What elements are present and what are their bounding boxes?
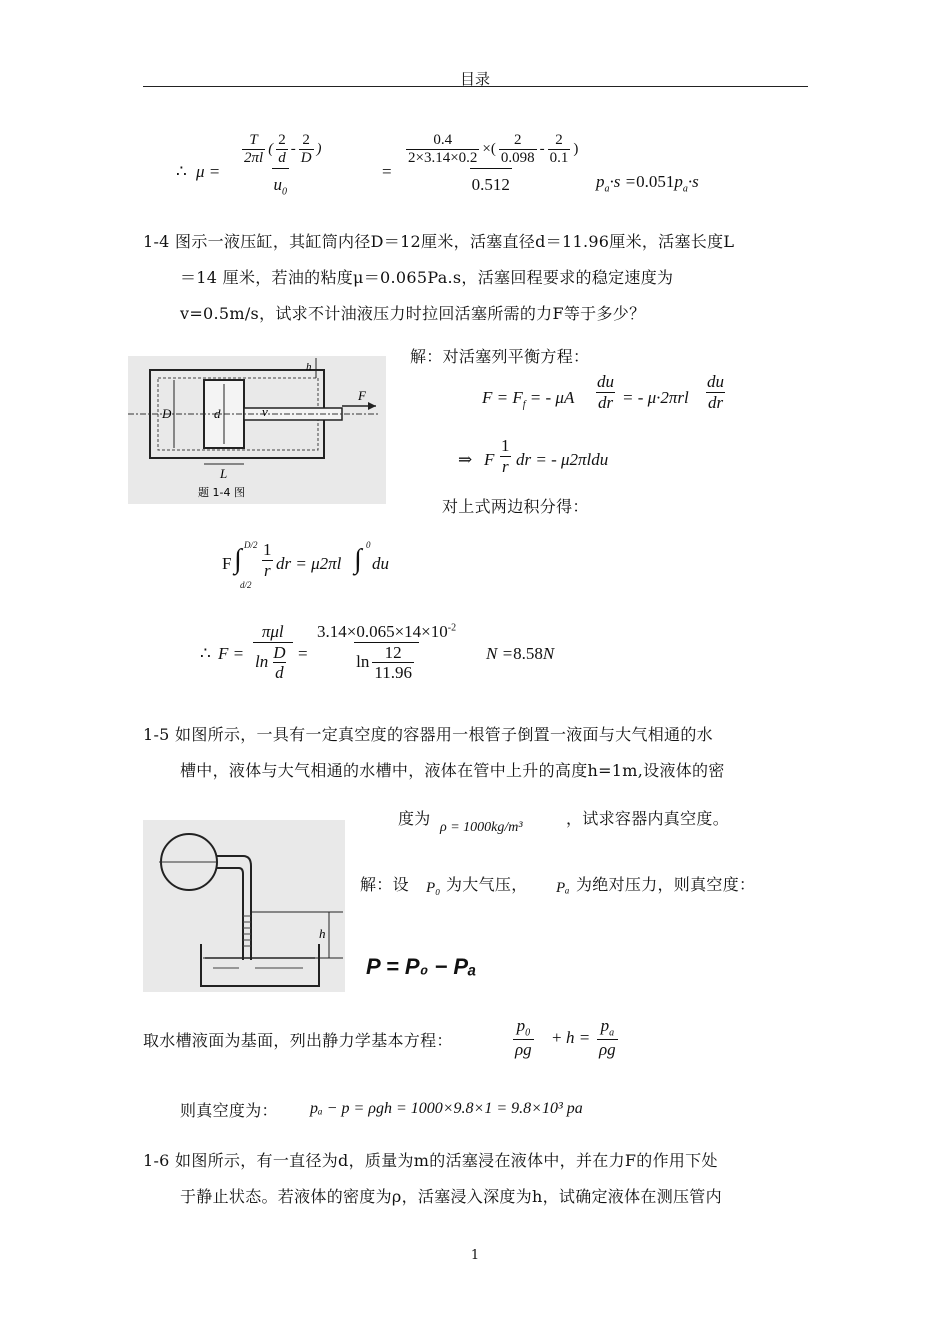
equation-force-balance: $F = F_f$ = - μA $\frac{du}{dr}$ = - μ·2πrl $\frac{du}{dr}$ xyxy=(482,372,724,412)
symbol-Pa: Pₐ xyxy=(556,880,570,896)
problem-1-6-line2: 于静止状态。若液体的密度为ρ，活塞浸入深度为h，试确定液体在测压管内 xyxy=(180,1187,722,1206)
problem-1-5-line3a: 度为 xyxy=(398,809,431,828)
solution-1-5-c: 为绝对压力，则真空度： xyxy=(576,875,756,894)
basis-statement: 取水槽液面为基面，列出静力学基本方程： xyxy=(143,1031,453,1050)
equation-force-result: ∴ F = πμl ln $\frac{D}{d}$ = $3.14\times 0.065\times 14\times 10^{-2}$ ln $\frac{12}{11.96}$ N =8.58N xyxy=(200,622,555,683)
problem-1-5-line1: 1-5 如图所示，一具有一定真空度的容器用一根管子倒置一液面与大气相通的水 xyxy=(143,725,713,744)
problem-1-5-line3b: ，试求容器内真空度。 xyxy=(566,809,730,828)
problem-1-5-line2: 槽中，液体与大气相通的水槽中，液体在管中上升的高度h=1m,设液体的密 xyxy=(180,761,725,780)
symbol-P0: P₀ xyxy=(426,880,441,896)
equation-mu: ∴ μ = $\frac{T}{2\pi l}$ ( $\frac{2}{d}$ - $\frac{2}{D}$ ) $u_0$ = $\frac{0.4}{2\times 3.14\times 0.2}$ ×( $\frac{2}{0.098}$ - $\frac{2}{0.1}$ ) 0.512 $p_a\cdot s =0.051p_a\cdot s$ xyxy=(176,132,699,197)
figure-1-5 xyxy=(143,820,345,992)
page-header-title: 目录 xyxy=(459,70,490,88)
equation-hydrostatic-text xyxy=(0,0,1,1)
equation-vacuum-big: P = P₀ − Pₐ xyxy=(366,954,477,979)
problem-1-4-line3: v=0.5m/s，试求不计油液压力时拉回活塞所需的力F等于多少？ xyxy=(180,304,646,323)
fig14-label-h: h xyxy=(306,361,312,373)
problem-1-6-line1: 1-6 如图所示，有一直径为d，质量为m的活塞浸在液体中，并在力F的作用下处 xyxy=(143,1151,718,1170)
fig15-label-h: h xyxy=(319,926,326,941)
equation-hydrostatic: $\frac{p_0}{\rho g}$ + h = $\frac{p_a}{\rho g}$ xyxy=(515,1016,616,1059)
vacuum-container-diagram xyxy=(143,820,345,992)
vacuum-label: 则真空度为： xyxy=(180,1101,278,1120)
hydraulic-cylinder-diagram xyxy=(128,356,386,504)
header-rule xyxy=(143,86,808,87)
fig14-label-F: F xyxy=(358,388,366,403)
problem-1-4-line1: 1-4 图示一液压缸，其缸筒内径D＝12厘米，活塞直径d＝11.96厘米，活塞长度L xyxy=(143,232,735,251)
page-number: 1 xyxy=(470,1248,480,1263)
fig14-label-v: v xyxy=(262,404,268,419)
equation-vacuum-result: pₐ − p = ρgh = 1000×9.8×1 = 9.8×10³ pa xyxy=(310,1100,583,1117)
fig14-label-d: d xyxy=(214,406,221,421)
figure-1-4 xyxy=(128,356,386,504)
density-equation: ρ = 1000kg/m³ xyxy=(440,820,523,835)
equation-integral: F ∫ D/2 d/2 $\frac{1}{r}$ dr = μ2πl ∫ 0 du xyxy=(222,540,389,590)
fig14-label-L: L xyxy=(220,466,228,481)
figure-1-4-caption: 题 1-4 图 xyxy=(198,486,245,499)
solution-1-5-a: 解：设 xyxy=(360,875,409,894)
solution-1-4-intro: 解：对活塞列平衡方程： xyxy=(410,347,590,366)
problem-1-4-line2: ＝14 厘米，若油的粘度μ＝0.065Pa.s，活塞回程要求的稳定速度为 xyxy=(180,268,674,287)
integrate-both-sides: 对上式两边积分得： xyxy=(442,497,589,516)
equation-separated: ⇒ F $\frac{1}{r}$ dr = - μ2πldu xyxy=(458,436,609,476)
fig14-label-D: D xyxy=(162,406,172,421)
solution-1-5-b: 为大气压， xyxy=(446,875,528,894)
